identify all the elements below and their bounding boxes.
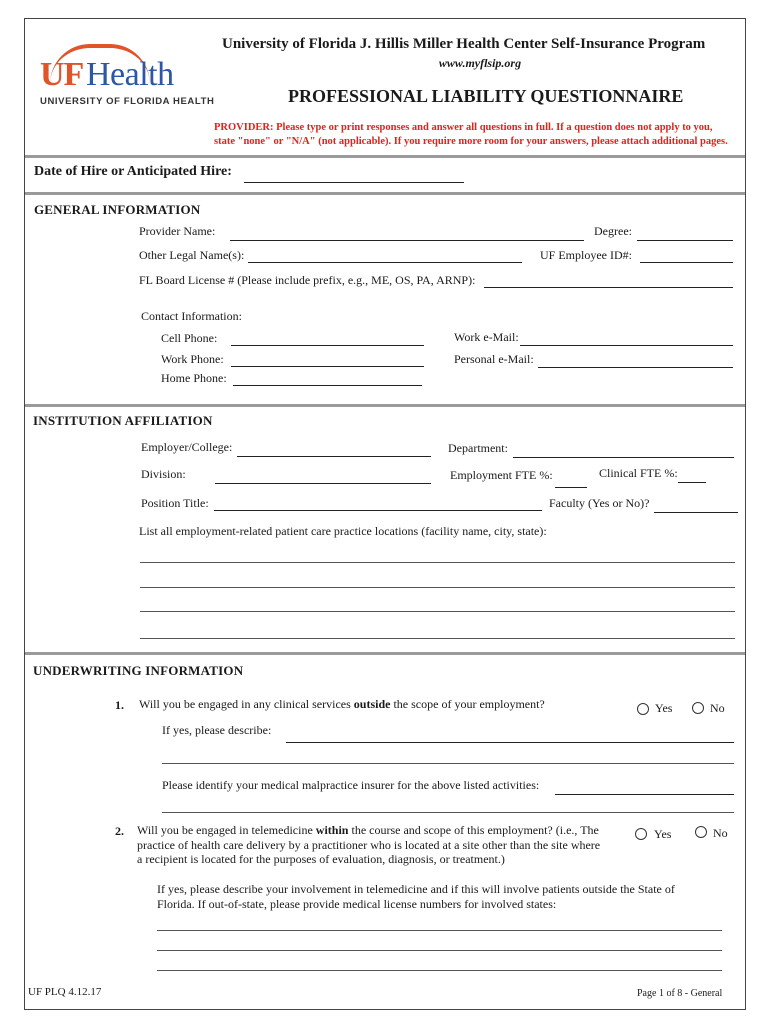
employment-fte-label: Employment FTE %: [450, 468, 553, 482]
personal-email-label: Personal e-Mail: [454, 352, 534, 366]
question-2-line-1-emphasis: within [315, 823, 349, 837]
division-label: Division: [141, 467, 186, 481]
locations-label: List all employment-related patient care practice locations (facility name, city, state): [139, 524, 547, 538]
question-1-insurer-field-2[interactable] [162, 812, 734, 813]
question-2-answer-field-3[interactable] [157, 970, 722, 971]
question-1-number: 1. [115, 698, 124, 712]
work-phone-label: Work Phone: [161, 352, 224, 366]
position-title-label: Position Title: [141, 496, 209, 510]
division-field[interactable] [215, 483, 431, 484]
question-2-line-2: practice of health care delivery by a practitioner who is located at a site other than the site where [137, 838, 601, 852]
faculty-field[interactable] [654, 512, 738, 513]
other-names-label: Other Legal Name(s): [139, 248, 245, 262]
personal-email-field[interactable] [538, 367, 733, 368]
locations-field-2[interactable] [140, 587, 735, 588]
question-2-yes-label: Yes [654, 827, 672, 841]
question-2-no-radio[interactable] [695, 826, 707, 838]
divider-general [25, 192, 745, 195]
work-email-label: Work e-Mail: [454, 330, 519, 344]
question-1-describe-field[interactable] [286, 742, 734, 743]
question-1-text-post: the scope of your employment? [390, 697, 545, 711]
cell-phone-label: Cell Phone: [161, 331, 218, 345]
hire-date-field[interactable] [244, 182, 464, 183]
institution-heading: INSTITUTION AFFILIATION [33, 413, 213, 428]
degree-label: Degree: [594, 224, 632, 238]
divider-institution [25, 404, 745, 407]
employer-field[interactable] [237, 456, 431, 457]
question-2-line-3: a recipient is located for the purposes of evaluation, diagnosis, or treatment.) [137, 852, 505, 866]
clinical-fte-field[interactable] [678, 482, 706, 483]
question-2-yes-radio[interactable] [635, 828, 647, 840]
locations-field-3[interactable] [140, 611, 735, 612]
work-email-field[interactable] [520, 345, 733, 346]
position-title-field[interactable] [214, 510, 542, 511]
employer-label: Employer/College: [141, 440, 233, 454]
program-title: University of Florida J. Hillis Miller Health Center Self-Insurance Program [222, 36, 706, 52]
question-1-no-radio[interactable] [692, 702, 704, 714]
instructions-line-1: PROVIDER: Please type or print responses and answer all questions in full. If a question does not apply to you, [214, 122, 713, 133]
form-title: PROFESSIONAL LIABILITY QUESTIONNAIRE [288, 86, 684, 106]
clinical-fte-label: Clinical FTE %: [599, 466, 678, 480]
question-2-line-1 [137, 823, 599, 838]
department-field[interactable] [513, 457, 734, 458]
other-names-field[interactable] [248, 262, 522, 263]
logo-uf-text: UF [40, 56, 84, 93]
provider-name-label: Provider Name: [139, 224, 216, 238]
degree-field[interactable] [637, 240, 733, 241]
locations-field-4[interactable] [140, 638, 735, 639]
question-2-line-1-pre: Will you be engaged in telemedicine [137, 823, 316, 837]
question-2-followup-line-1: If yes, please describe your involvement in telemedicine and if this will involve patients outside the State of [157, 882, 675, 896]
question-1-yes-radio[interactable] [637, 703, 649, 715]
employee-id-label: UF Employee ID#: [540, 248, 632, 262]
license-label: FL Board License # (Please include prefix, e.g., ME, OS, PA, ARNP): [139, 273, 476, 287]
question-2-line-1-post: the course and scope of this employment? (i.e., The [348, 823, 599, 837]
department-label: Department: [448, 441, 508, 455]
question-1-describe-field-2[interactable] [162, 763, 734, 764]
question-1-text-emphasis: outside [353, 697, 391, 711]
logo-subtitle: UNIVERSITY OF FLORIDA HEALTH [40, 96, 215, 107]
locations-field-1[interactable] [140, 562, 735, 563]
divider-hire [25, 155, 745, 158]
work-phone-field[interactable] [231, 366, 424, 367]
question-1-yes-label: Yes [655, 701, 673, 715]
cell-phone-field[interactable] [231, 345, 424, 346]
home-phone-label: Home Phone: [161, 371, 227, 385]
question-2-no-label: No [713, 826, 728, 840]
hire-date-label: Date of Hire or Anticipated Hire: [34, 164, 232, 179]
underwriting-heading: UNDERWRITING INFORMATION [33, 663, 244, 678]
question-2-answer-field-1[interactable] [157, 930, 722, 931]
logo-health-text: Health [86, 56, 174, 93]
question-1-no-label: No [710, 701, 725, 715]
contact-label: Contact Information: [141, 309, 242, 323]
employment-fte-field[interactable] [555, 487, 587, 488]
provider-name-field[interactable] [230, 240, 584, 241]
instructions-line-2: state "none" or "N/A" (not applicable). If you require more room for your answers, please attach additional pages. [214, 136, 728, 147]
question-2-number: 2. [115, 824, 124, 838]
general-heading: GENERAL INFORMATION [34, 202, 201, 217]
employee-id-field[interactable] [640, 262, 733, 263]
question-2-answer-field-2[interactable] [157, 950, 722, 951]
question-1-insurer-label: Please identify your medical malpractice insurer for the above listed activities: [162, 778, 540, 792]
question-1-text [139, 697, 545, 712]
faculty-label: Faculty (Yes or No)? [549, 496, 650, 510]
license-field[interactable] [484, 287, 733, 288]
question-1-text-pre: Will you be engaged in any clinical services [139, 697, 354, 711]
question-2-followup-line-2: Florida. If out-of-state, please provide medical license numbers for involved states: [157, 897, 557, 911]
program-website: www.myflsip.org [438, 56, 522, 70]
divider-underwriting [25, 652, 745, 655]
home-phone-field[interactable] [233, 385, 422, 386]
form-id: UF PLQ 4.12.17 [28, 986, 102, 998]
question-1-describe-label: If yes, please describe: [162, 723, 272, 737]
question-1-insurer-field[interactable] [555, 794, 734, 795]
page-number: Page 1 of 8 - General [637, 988, 723, 999]
